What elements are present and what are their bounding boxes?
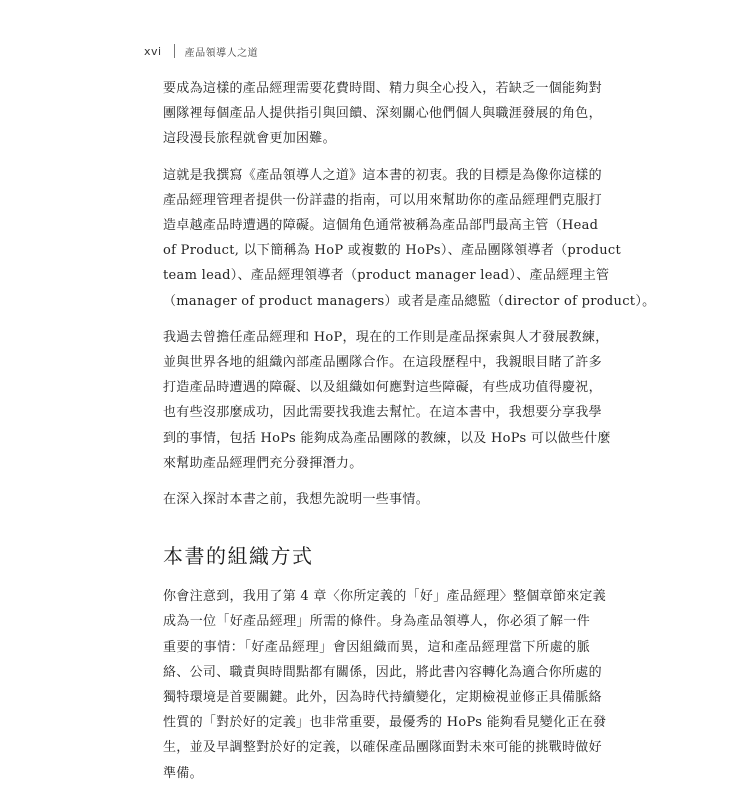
paragraph xyxy=(163,76,602,152)
text-line: 成為一位「好產品經理」所需的條件。身為產品領導人，你必須了解一件 xyxy=(163,614,590,630)
text-line: 團隊裡每個產品人提供指引與回饋、深刻關心他們個人與職涯發展的角色， xyxy=(163,106,602,122)
text-line: 產品經理管理者提供一份詳盡的指南，可以用來幫助你的產品經理們克服打 xyxy=(163,192,602,208)
paragraph xyxy=(163,487,590,512)
text-line: 打造產品時遭遇的障礙、以及組織如何應對這些障礙，有些成功值得慶祝， xyxy=(163,380,602,396)
body-text xyxy=(163,76,656,786)
paragraph xyxy=(163,325,611,476)
header-divider xyxy=(174,44,175,58)
text-line: 絡、公司、職責與時間點都有關係，因此，將此書內容轉化為適合你所處的 xyxy=(163,664,602,680)
text-line: 重要的事情：「好產品經理」會因組織而異，這和產品經理當下所處的脈 xyxy=(163,639,590,655)
text-line: 也有些沒那麼成功，因此需要找我進去幫忙。在這本書中，我想要分享我學 xyxy=(163,405,602,421)
text-line: 生，並及早調整對於好的定義，以確保產品團隊面對未來可能的挑戰時做好 xyxy=(163,740,602,756)
text-line: 獨特環境是首要關鍵。此外，因為時代持續變化，定期檢視並修正具備脈絡 xyxy=(163,690,602,706)
text-line: 在深入探討本書之前，我想先說明一些事情。 xyxy=(163,492,430,508)
running-head-title: 產品領導人之道 xyxy=(184,47,259,59)
running-head xyxy=(144,42,258,60)
text-line: of Product, 以下簡稱為 HoP 或複數的 HoPs）、產品團隊領導者（product xyxy=(163,243,622,259)
text-line: 並與世界各地的組織內部產品團隊合作。在這段歷程中，我親眼目睹了許多 xyxy=(163,355,602,371)
text-line: 你會注意到，我用了第 4 章〈你所定義的「好」產品經理〉整個章節來定義 xyxy=(163,589,607,605)
text-line: 我過去曾擔任產品經理和 HoP，現在的工作則是產品探索與人才發展教練， xyxy=(163,329,609,345)
text-line: team lead）、產品經理領導者（product manager lead）、產品經理主管 xyxy=(163,268,610,284)
text-line: 到的事情，包括 HoPs 能夠成為產品團隊的教練，以及 HoPs 可以做些什麼 xyxy=(163,430,611,446)
section-heading: 本書的組織方式 xyxy=(163,544,314,569)
paragraph xyxy=(163,163,656,314)
page-number: xvi xyxy=(144,44,162,58)
text-line: （manager of product managers）或者是產品總監（director of product）。 xyxy=(163,293,656,309)
text-line: 準備。 xyxy=(163,765,203,781)
text-line: 這就是我撰寫《產品領導人之道》這本書的初衷。我的目標是為像你這樣的 xyxy=(163,167,602,183)
text-line: 造卓越產品時遭遇的障礙。這個角色通常被稱為產品部門最高主管（Head xyxy=(163,218,599,234)
text-line: 要成為這樣的產品經理需要花費時間、精力與全心投入，若缺乏一個能夠對 xyxy=(163,81,602,96)
text-line: 這段漫長旅程就會更加困難。 xyxy=(163,131,336,147)
text-line: 性質的「對於好的定義」也非常重要，最優秀的 HoPs 能夠看見變化正在發 xyxy=(163,715,607,731)
paragraph xyxy=(163,584,607,786)
text-line: 來幫助產品經理們充分發揮潛力。 xyxy=(163,455,363,471)
